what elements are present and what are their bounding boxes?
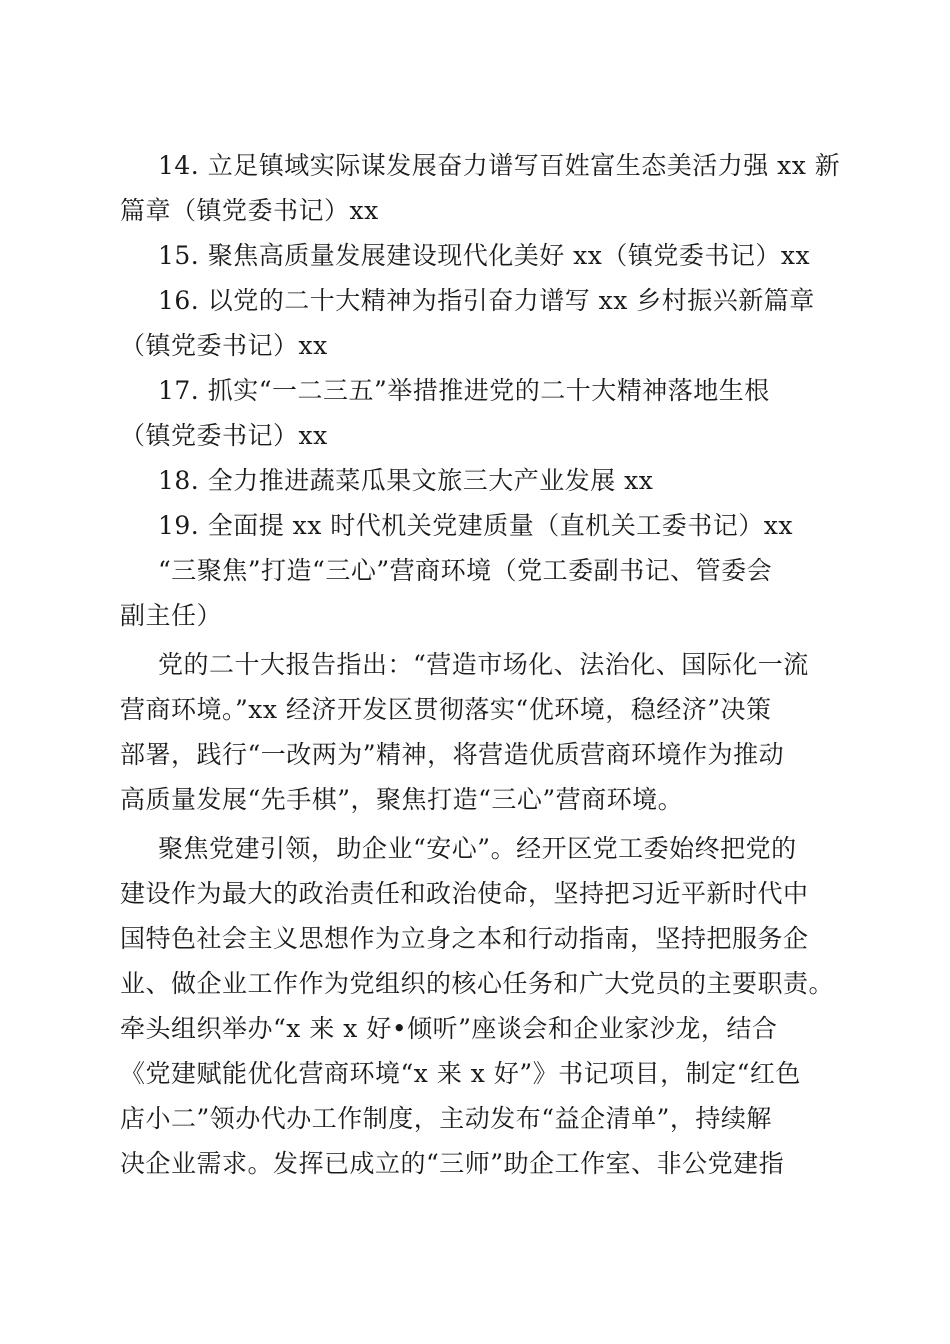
list-item bbox=[120, 143, 841, 233]
list-item bbox=[120, 233, 832, 278]
article-title-line: “三聚焦”打造“三心”营商环境（党工委副书记、管委会 bbox=[158, 556, 773, 585]
list-item-line: 16. 以党的二十大精神为指引奋力谱写 xx 乡村振兴新篇章 bbox=[158, 286, 815, 315]
list-item-line: 17. 抓实“一二三五”举措推进党的二十大精神落地生根 bbox=[158, 376, 770, 405]
paragraph-line: 党的二十大报告指出：“营造市场化、法治化、国际化一流 bbox=[158, 650, 809, 679]
list-item bbox=[120, 278, 832, 368]
paragraph-line: 营商环境。”xx 经济开发区贯彻落实“优环境，稳经济”决策 bbox=[120, 695, 772, 724]
paragraph-line: 业、做企业工作作为党组织的核心任务和广大党员的主要职责。 bbox=[120, 969, 835, 998]
paragraph-line: 店小二”领办代办工作制度，主动发布“益企清单”，持续解 bbox=[120, 1104, 772, 1133]
list-item bbox=[120, 458, 832, 503]
list-item bbox=[120, 368, 832, 458]
list-item-line: 14. 立足镇域实际谋发展奋力谱写百姓富生态美活力强 xx 新 bbox=[158, 151, 841, 180]
article-title-line: 副主任） bbox=[120, 601, 223, 630]
paragraph-party-building bbox=[120, 826, 835, 1186]
document-body bbox=[120, 143, 841, 1186]
paragraph-intro bbox=[120, 642, 832, 822]
paragraph-line: 牵头组织举办“x 来 x 好•倾听”座谈会和企业家沙龙，结合 bbox=[120, 1014, 778, 1043]
list-item bbox=[120, 503, 832, 548]
paragraph-line: 《党建赋能优化营商环境“x 来 x 好”》书记项目，制定“红色 bbox=[120, 1059, 801, 1088]
list-item-line: 19. 全面提 xx 时代机关党建质量（直机关工委书记）xx bbox=[158, 511, 793, 540]
paragraph-line: 建设作为最大的政治责任和政治使命，坚持把习近平新时代中 bbox=[120, 879, 809, 908]
paragraph-line: 高质量发展“先手棋”，聚焦打造“三心”营商环境。 bbox=[120, 785, 684, 814]
article-title bbox=[120, 548, 832, 638]
paragraph-line: 国特色社会主义思想作为立身之本和行动指南，坚持把服务企 bbox=[120, 924, 809, 953]
list-item-line: 15. 聚焦高质量发展建设现代化美好 xx（镇党委书记）xx bbox=[158, 241, 811, 270]
list-item-line: 18. 全力推进蔬菜瓜果文旅三大产业发展 xx bbox=[158, 466, 654, 495]
paragraph-line: 决企业需求。发挥已成立的“三师”助企工作室、非公党建指 bbox=[120, 1149, 785, 1178]
list-item-line: （镇党委书记）xx bbox=[120, 421, 328, 450]
paragraph-line: 聚焦党建引领，助企业“安心”。经开区党工委始终把党的 bbox=[158, 834, 797, 863]
list-item-line: 篇章（镇党委书记）xx bbox=[120, 196, 379, 225]
paragraph-line: 部署，践行“一改两为”精神，将营造优质营商环境作为推动 bbox=[120, 740, 785, 769]
list-item-line: （镇党委书记）xx bbox=[120, 331, 328, 360]
